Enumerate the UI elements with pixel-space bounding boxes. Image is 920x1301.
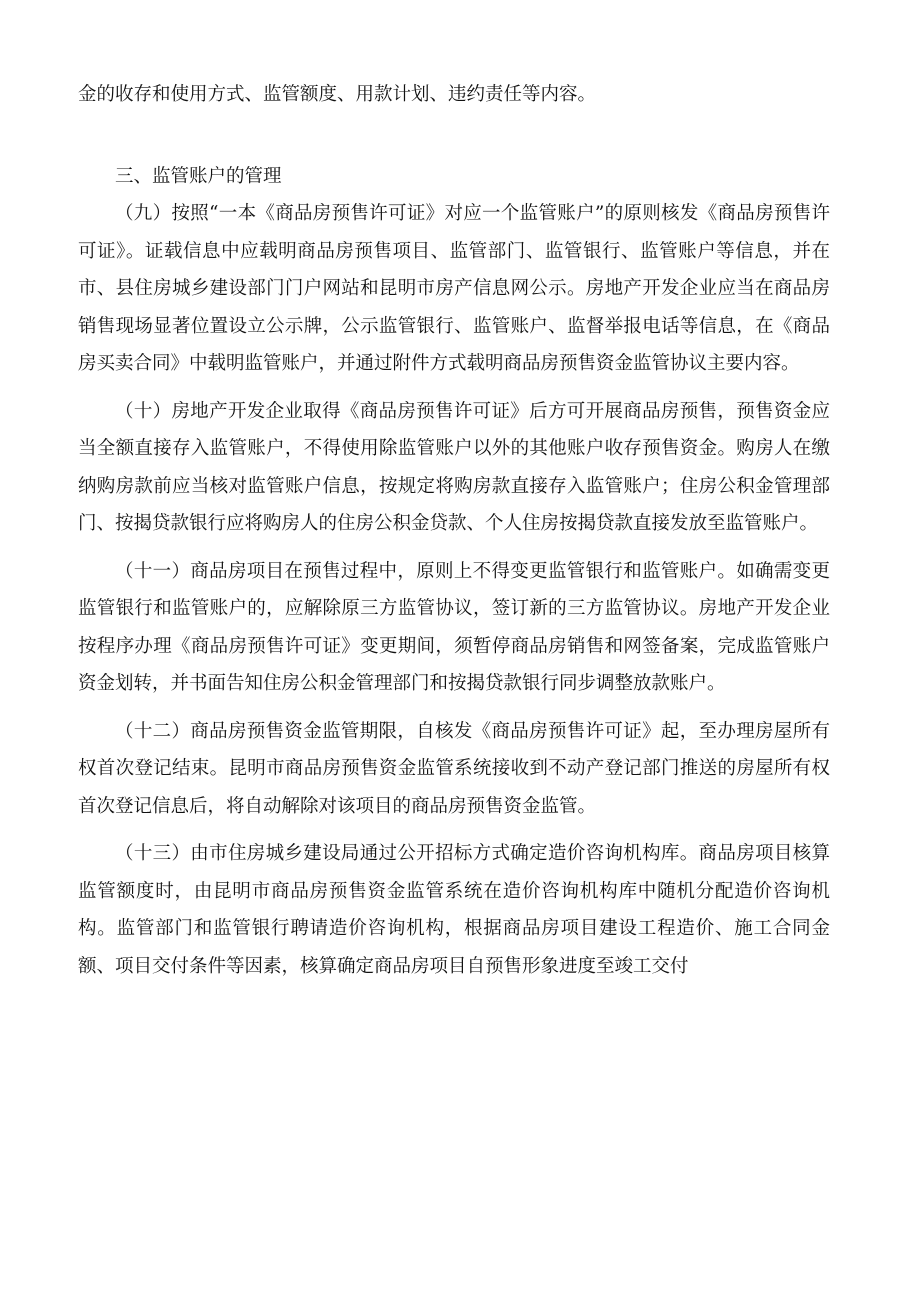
paragraph-9: （九）按照“一本《商品房预售许可证》对应一个监管账户”的原则核发《商品房预售许可证》。证载信息中应载明商品房预售项目、监管部门、监管银行、监管账户等信息，并在市、县住房城乡建设部门门户网站和昆明市房产信息网公示。房地产开发企业应当在商品房销售现场显著位置设立公示牌，公示监管银行、监管账户、监督举报电话等信息，在《商品房买卖合同》中载明监管账户，并通过附件方式载明商品房预售资金监管协议主要内容。 bbox=[78, 203, 830, 374]
section-heading: 三、监管账户的管理 bbox=[115, 165, 282, 187]
paragraph-11: （十一）商品房项目在预售过程中，原则上不得变更监管银行和监管账户。如确需变更监管银行和监管账户的，应解除原三方监管协议，签订新的三方监管协议。房地产开发企业按程序办理《商品房预售许可证》变更期间，须暂停商品房销售和网签备案，完成监管账户资金划转，并书面告知住房公积金管理部门和按揭贷款银行同步调整放款账户。 bbox=[78, 560, 830, 694]
paragraph-10: （十）房地产开发企业取得《商品房预售许可证》后方可开展商品房预售，预售资金应当全额直接存入监管账户，不得使用除监管账户以外的其他账户收存预售资金。购房人在缴纳购房款前应当核对监管账户信息，按规定将购房款直接存入监管账户；住房公积金管理部门、按揭贷款银行应将购房人的住房公积金贷款、个人住房按揭贷款直接发放至监管账户。 bbox=[78, 400, 830, 534]
continuation-text: 金的收存和使用方式、监管额度、用款计划、违约责任等内容。 bbox=[78, 84, 597, 105]
document-page bbox=[78, 76, 830, 985]
paragraph-12: （十二）商品房预售资金监管期限，自核发《商品房预售许可证》起，至办理房屋所有权首次登记结束。昆明市商品房预售资金监管系统接收到不动产登记部门推送的房屋所有权首次登记信息后，将自动解除对该项目的商品房预售资金监管。 bbox=[78, 720, 830, 817]
paragraph-13: （十三）由市住房城乡建设局通过公开招标方式确定造价咨询机构库。商品房项目核算监管额度时，由昆明市商品房预售资金监管系统在造价咨询机构库中随机分配造价咨询机构。监管部门和监管银行聘请造价咨询机构，根据商品房项目建设工程造价、施工合同金额、项目交付条件等因素，核算确定商品房项目自预售形象进度至竣工交付 bbox=[78, 843, 830, 977]
